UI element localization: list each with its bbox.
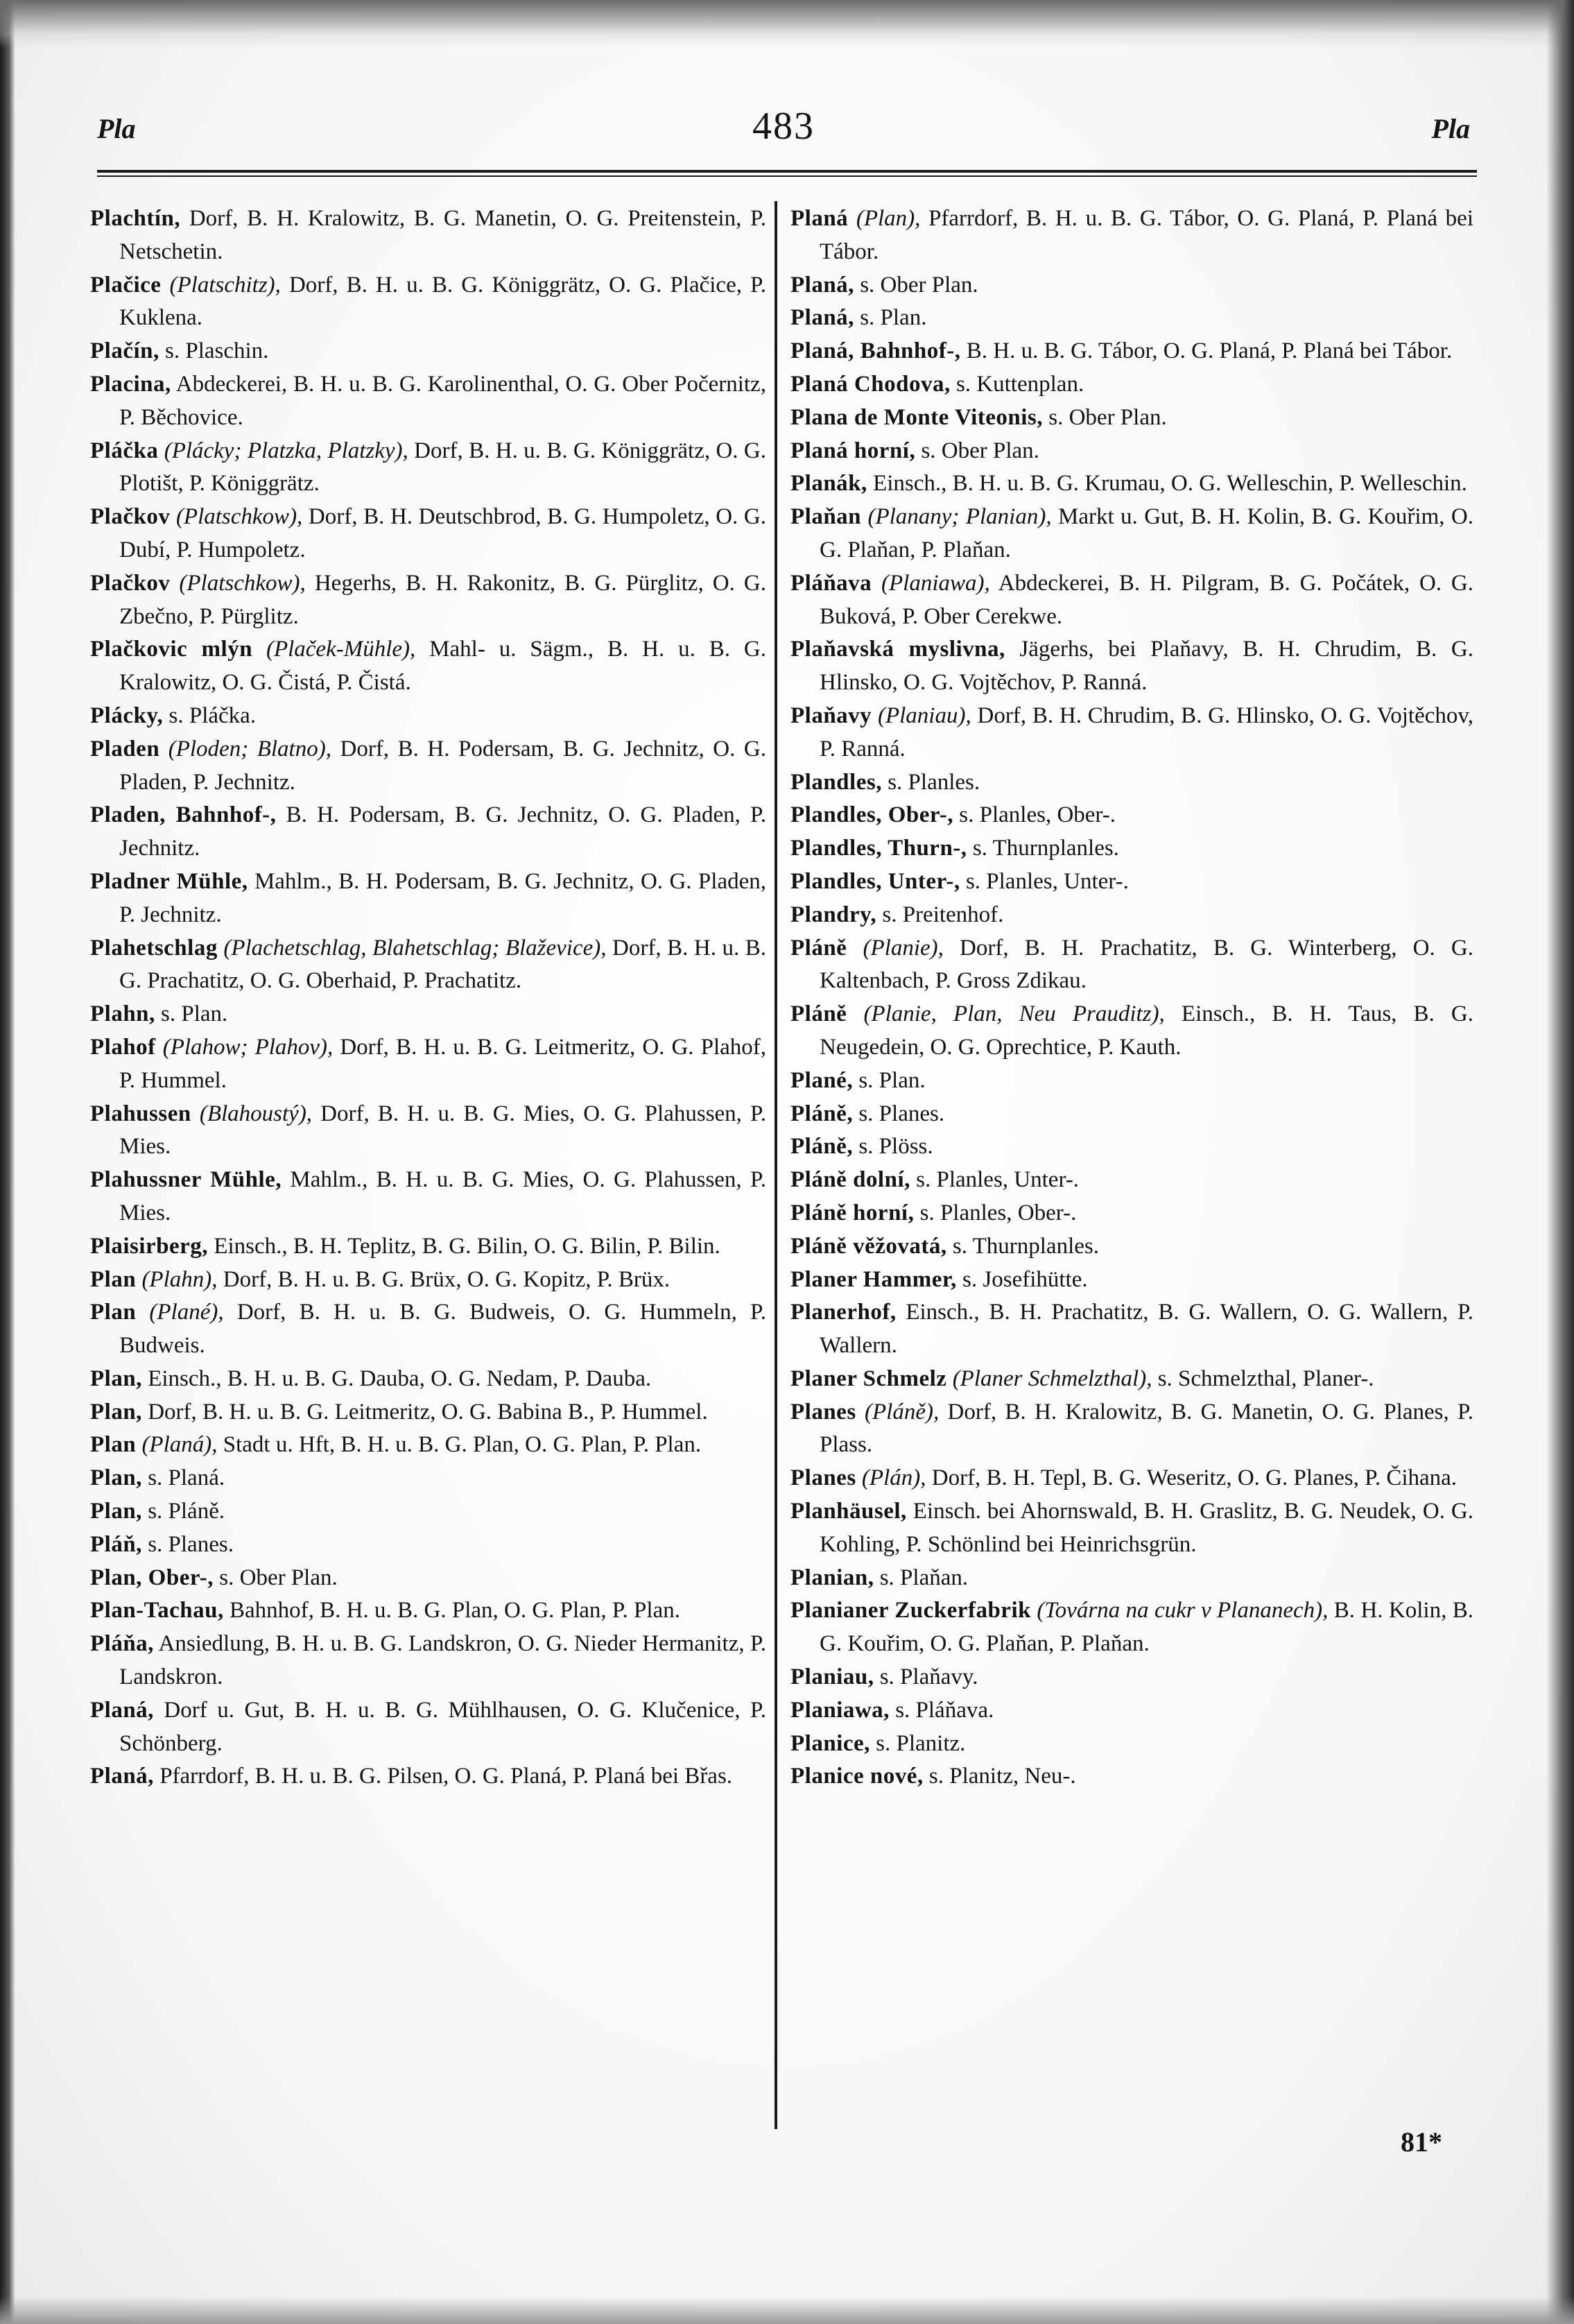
- gazetteer-entry: [90, 1230, 766, 1264]
- entry-headword: Plan,: [90, 1499, 142, 1524]
- entry-description: s. Planles, Unter-.: [910, 1167, 1080, 1193]
- gazetteer-entry: [90, 1031, 766, 1098]
- gazetteer-entry: [790, 1562, 1473, 1595]
- entry-description: s. Planitz.: [870, 1730, 966, 1756]
- entry-headword: Plahetschlag: [90, 935, 218, 961]
- gazetteer-entry: [90, 1562, 766, 1595]
- entry-description: s. Ober Plan.: [915, 438, 1039, 463]
- gazetteer-entry: [790, 1264, 1473, 1297]
- gazetteer-entry: [790, 402, 1473, 435]
- entry-headword: Planianer Zuckerfabrik: [790, 1598, 1031, 1624]
- entry-description: Abdeckerei, B. H. u. B. G. Karolinenthal, O. G. Ober Počernitz, P. Běchovice.: [119, 371, 766, 430]
- entry-headword: Planá,: [790, 272, 854, 298]
- gazetteer-entry: [790, 302, 1473, 335]
- gazetteer-entry: [90, 1429, 766, 1462]
- gazetteer-entry: [790, 368, 1473, 402]
- entry-description: Einsch., B. H. Prachatitz, B. G. Wallern, O. G. Wallern, P. Wallern.: [820, 1300, 1473, 1359]
- entry-description: s. Thurnplanles.: [967, 836, 1119, 861]
- entry-headword: Plahussner Mühle,: [90, 1167, 282, 1193]
- entry-headword: Plan: [90, 1266, 137, 1292]
- gazetteer-entry: [790, 269, 1473, 302]
- entry-description: Einsch., B. H. Teplitz, B. G. Bilin, O. G. Bilin, P. Bilin.: [208, 1233, 720, 1259]
- gazetteer-entry: [790, 435, 1473, 468]
- entry-variant-names: (Plahow; Plahov),: [155, 1034, 334, 1060]
- left-column: [90, 203, 766, 1793]
- header-rule: [97, 170, 1477, 173]
- gazetteer-entry: [90, 1529, 766, 1562]
- entry-headword: Plaňavy: [790, 703, 872, 728]
- entry-description: Hegerhs, B. H. Rakonitz, B. G. Pürglitz, O. G. Zbečno, P. Pürglitz.: [119, 570, 766, 629]
- gazetteer-entry: [90, 501, 766, 567]
- entry-headword: Planiawa,: [790, 1697, 890, 1723]
- entry-headword: Planhäusel,: [790, 1499, 907, 1524]
- entry-description: Pfarrdorf, B. H. u. B. G. Tábor, O. G. Planá, P. Planá bei Tábor.: [820, 206, 1473, 264]
- entry-headword: Pladen: [90, 736, 160, 761]
- entry-headword: Plan: [90, 1300, 137, 1325]
- entry-variant-names: (Plaček-Mühle),: [252, 637, 416, 662]
- entry-variant-names: (Plan),: [848, 206, 921, 231]
- entry-headword: Pláňava: [790, 570, 872, 596]
- entry-headword: Plan,: [90, 1366, 142, 1391]
- entry-description: Dorf, B. H. Kralowitz, B. G. Manetin, O. G. Planes, P. Plass.: [820, 1399, 1473, 1458]
- gazetteer-entry: [90, 1396, 766, 1429]
- entry-description: s. Plan.: [155, 1001, 228, 1027]
- entry-description: s. Planes.: [141, 1531, 234, 1557]
- entry-headword: Plan: [90, 1432, 137, 1458]
- entry-description: Dorf, B. H. Kralowitz, B. G. Manetin, O. G. Preitenstein, P. Netschetin.: [119, 206, 766, 264]
- entry-description: s. Plaschin.: [159, 338, 269, 364]
- entry-description: Dorf, B. H. u. B. G. Brüx, O. G. Kopitz, P. Brüx.: [217, 1266, 671, 1292]
- entry-description: Einsch., B. H. Taus, B. G. Neugedein, O. G. Oprechtice, P. Kauth.: [820, 1001, 1473, 1060]
- gazetteer-entry: [790, 799, 1473, 832]
- entry-headword: Plan, Ober-,: [90, 1565, 214, 1590]
- gazetteer-entry: [90, 567, 766, 634]
- gazetteer-entry: [90, 269, 766, 336]
- gazetteer-entry: [790, 1296, 1473, 1363]
- header-rule-thin: [97, 175, 1477, 177]
- gazetteer-entry: [90, 700, 766, 733]
- entry-headword: Plachtín,: [90, 206, 181, 231]
- entry-description: s. Ober Plan.: [214, 1565, 338, 1590]
- entry-headword: Planice,: [790, 1730, 870, 1756]
- entry-headword: Planá,: [90, 1764, 154, 1789]
- entry-headword: Planá,: [790, 305, 854, 331]
- entry-headword: Pláňa,: [90, 1631, 154, 1657]
- gazetteer-entry: [90, 1164, 766, 1230]
- gazetteer-entry: [790, 203, 1473, 269]
- gazetteer-entry: [790, 1694, 1473, 1728]
- entry-variant-names: (Plán),: [856, 1465, 926, 1491]
- entry-variant-names: (Platschkow),: [170, 570, 306, 596]
- entry-description: Dorf, B. H. Tepl, B. G. Weseritz, O. G. Planes, P. Čihana.: [926, 1465, 1458, 1491]
- entry-description: B. H. Podersam, B. G. Jechnitz, O. G. Pladen, P. Jechnitz.: [119, 802, 766, 861]
- entry-description: Bahnhof, B. H. u. B. G. Plan, O. G. Plan, P. Plan.: [223, 1598, 680, 1624]
- entry-description: Ansiedlung, B. H. u. B. G. Landskron, O. G. Nieder Hermanitz, P. Landskron.: [119, 1631, 766, 1690]
- gazetteer-entry: [790, 1594, 1473, 1661]
- gazetteer-entry: [790, 1760, 1473, 1793]
- entry-variant-names: (Blahoustý),: [191, 1101, 313, 1126]
- entry-description: s. Thurnplanles.: [946, 1233, 1099, 1259]
- entry-headword: Planerhof,: [790, 1300, 897, 1325]
- entry-headword: Pláně: [790, 935, 847, 961]
- entry-description: B. H. u. B. G. Tábor, O. G. Planá, P. Planá bei Tábor.: [960, 338, 1453, 364]
- entry-description: Dorf, B. H. u. B. G. Leitmeritz, O. G. Babina B., P. Hummel.: [141, 1399, 708, 1424]
- entry-description: s. Planá.: [141, 1465, 225, 1491]
- entry-headword: Planák,: [790, 471, 867, 497]
- gazetteer-entry: [790, 832, 1473, 866]
- entry-description: s. Planles, Unter-.: [960, 868, 1129, 894]
- entry-headword: Planá,: [90, 1697, 154, 1723]
- entry-headword: Plačkov: [90, 504, 171, 530]
- gazetteer-entry: [790, 998, 1473, 1065]
- entry-variant-names: (Plané),: [136, 1300, 224, 1325]
- gazetteer-entry: [790, 633, 1473, 700]
- gazetteer-entry: [90, 1296, 766, 1363]
- entry-description: Einsch., B. H. u. B. G. Dauba, O. G. Nedam, P. Dauba.: [141, 1366, 652, 1391]
- entry-headword: Pláň,: [90, 1531, 142, 1557]
- entry-headword: Pláně horní,: [790, 1200, 915, 1225]
- entry-description: Mahlm., B. H. u. B. G. Mies, O. G. Plahussen, P. Mies.: [119, 1167, 766, 1225]
- entry-variant-names: (Planiawa),: [872, 570, 990, 596]
- entry-headword: Pláně dolní,: [790, 1167, 910, 1193]
- gazetteer-entry: [790, 501, 1473, 567]
- gazetteer-entry: [790, 567, 1473, 634]
- entry-headword: Planá horní,: [790, 438, 916, 463]
- entry-description: Markt u. Gut, B. H. Kolin, B. G. Kouřim, O. G. Plaňan, P. Plaňan.: [820, 504, 1473, 562]
- entry-headword: Planer Schmelz: [790, 1366, 947, 1391]
- entry-variant-names: (Planá),: [136, 1432, 218, 1458]
- page-edge-shadow-right: [1546, 0, 1574, 2324]
- entry-headword: Planá Chodova,: [790, 371, 951, 397]
- entry-description: s. Plöss.: [853, 1134, 933, 1160]
- entry-description: Dorf, B. H. u. B. G. Königgrätz, O. G. Plotišt, P. Königgrätz.: [119, 438, 766, 497]
- gazetteer-entry: [90, 203, 766, 269]
- entry-description: Abdeckerei, B. H. Pilgram, B. G. Počátek, O. G. Buková, P. Ober Cerekwe.: [820, 570, 1474, 629]
- gazetteer-entry: [90, 998, 766, 1031]
- entry-description: s. Plaňan.: [874, 1565, 969, 1590]
- gazetteer-entry: [790, 1363, 1473, 1396]
- entry-description: Dorf, B. H. Deutschbrod, B. G. Humpoletz, O. G. Dubí, P. Humpoletz.: [119, 504, 766, 562]
- entry-description: s. Josefihütte.: [956, 1266, 1088, 1292]
- entry-description: s. Kuttenplan.: [950, 371, 1084, 397]
- entry-headword: Plačkovic mlýn: [90, 637, 253, 662]
- entry-variant-names: (Planie, Plan, Neu Prauditz),: [847, 1001, 1165, 1027]
- entry-headword: Planes: [790, 1465, 856, 1491]
- entry-variant-names: (Plácky; Platzka, Platzky),: [158, 438, 408, 463]
- gazetteer-entry: [90, 866, 766, 932]
- entry-headword: Planian,: [790, 1565, 874, 1590]
- gazetteer-entry: [790, 932, 1473, 999]
- entry-description: Dorf u. Gut, B. H. u. B. G. Mühlhausen, O. G. Klučenice, P. Schönberg.: [119, 1697, 766, 1756]
- entry-description: Dorf, B. H. Podersam, B. G. Jechnitz, O. G. Pladen, P. Jechnitz.: [119, 736, 766, 795]
- gazetteer-entry: [790, 1728, 1473, 1761]
- running-header: [90, 104, 1477, 160]
- gazetteer-entry: [790, 700, 1473, 766]
- page-edge-shadow-top: [0, 0, 1574, 49]
- gazetteer-entry: [790, 335, 1473, 368]
- entry-headword: Planes: [790, 1399, 856, 1424]
- gazetteer-entry: [790, 467, 1473, 501]
- entry-description: s. Preitenhof.: [876, 902, 1004, 927]
- entry-headword: Plaisirberg,: [90, 1233, 209, 1259]
- page-edge-shadow-bottom: [0, 2296, 1574, 2324]
- gazetteer-entry: [90, 633, 766, 700]
- entry-variant-names: (Planie),: [847, 935, 944, 961]
- gazetteer-entry: [90, 1694, 766, 1761]
- entry-description: s. Planles, Ober-.: [914, 1200, 1077, 1225]
- entry-description: s. Plan.: [854, 305, 927, 331]
- gazetteer-entry: [790, 1197, 1473, 1230]
- entry-description: s. Plan.: [853, 1067, 926, 1093]
- entry-description: Dorf, B. H. u. B. G. Mies, O. G. Plahussen, P. Mies.: [119, 1101, 766, 1160]
- entry-variant-names: (Pláně),: [856, 1399, 940, 1424]
- gazetteer-entry: [790, 899, 1473, 932]
- gazetteer-entry: [90, 1628, 766, 1694]
- entry-description: Dorf, B. H. u. B. G. Prachatitz, O. G. Oberhaid, P. Prachatitz.: [119, 935, 766, 994]
- entry-headword: Plahn,: [90, 1001, 155, 1027]
- gazetteer-entry: [790, 766, 1473, 800]
- entry-headword: Plan,: [90, 1399, 142, 1424]
- gazetteer-entry: [790, 1098, 1473, 1131]
- gazetteer-entry: [790, 1661, 1473, 1694]
- entry-description: Einsch. bei Ahornswald, B. H. Graslitz, B. G. Neudek, O. G. Kohling, P. Schönlind bei Heinrichsgrün.: [820, 1499, 1473, 1557]
- entry-headword: Plaňan: [790, 504, 862, 530]
- entry-variant-names: (Platschitz),: [161, 272, 281, 298]
- entry-headword: Pladen, Bahnhof-,: [90, 802, 277, 828]
- entry-description: Dorf, B. H. u. B. G. Leitmeritz, O. G. Plahof, P. Hummel.: [119, 1034, 766, 1093]
- entry-headword: Pláně: [790, 1001, 847, 1027]
- entry-headword: Planá: [790, 206, 849, 231]
- entry-variant-names: (Planer Schmelzthal),: [946, 1366, 1152, 1391]
- entry-variant-names: (Ploden; Blatno),: [159, 736, 331, 761]
- entry-description: s. Pláně.: [141, 1499, 225, 1524]
- gazetteer-entry: [790, 1130, 1473, 1164]
- signature-mark: 81*: [1401, 2126, 1442, 2158]
- gazetteer-entry: [90, 435, 766, 501]
- gazetteer-entry: [90, 335, 766, 368]
- entry-description: Einsch., B. H. u. B. G. Krumau, O. G. Welleschin, P. Welleschin.: [867, 471, 1467, 497]
- gazetteer-entry: [90, 932, 766, 999]
- entry-headword: Plandles, Ober-,: [790, 802, 954, 828]
- gazetteer-entry: [790, 1462, 1473, 1495]
- entry-headword: Planice nové,: [790, 1764, 924, 1789]
- entry-variant-names: (Planany; Planian),: [861, 504, 1052, 530]
- gazetteer-entry: [90, 1363, 766, 1396]
- header-right-catchword: Pla: [1431, 113, 1470, 144]
- entry-description: Dorf, B. H. u. B. G. Königgrätz, O. G. Plačice, P. Kuklena.: [119, 272, 766, 331]
- entry-variant-names: (Továrna na cukr v Plananech),: [1030, 1598, 1329, 1624]
- gazetteer-entry: [790, 1065, 1473, 1098]
- gazetteer-entry: [790, 1164, 1473, 1197]
- entry-description: Pfarrdorf, B. H. u. B. G. Pilsen, O. G. Planá, P. Planá bei Břas.: [153, 1764, 733, 1789]
- gazetteer-entry: [90, 799, 766, 866]
- entry-description: Dorf, B. H. Chrudim, B. G. Hlinsko, O. G. Vojtěchov, P. Ranná.: [820, 703, 1473, 761]
- entry-headword: Plácky,: [90, 703, 164, 728]
- gazetteer-entry: [790, 1396, 1473, 1463]
- entry-description: s. Schmelzthal, Planer-.: [1152, 1366, 1374, 1391]
- entry-variant-names: (Platschkow),: [170, 504, 303, 530]
- entry-headword: Plandles,: [790, 769, 882, 795]
- entry-description: s. Planles, Ober-.: [953, 802, 1116, 828]
- entry-headword: Planá, Bahnhof-,: [790, 338, 961, 364]
- gazetteer-entry: [790, 1230, 1473, 1264]
- page-number: 483: [752, 105, 815, 148]
- entry-headword: Plandles, Thurn-,: [790, 836, 967, 861]
- entry-description: Mahlm., B. H. Podersam, B. G. Jechnitz, O. G. Pladen, P. Jechnitz.: [119, 868, 766, 927]
- gazetteer-entry: [90, 1098, 766, 1164]
- gazetteer-entry: [90, 1462, 766, 1495]
- entry-variant-names: (Plachetschlag, Blahetschlag; Blaževice),: [217, 935, 607, 961]
- entry-headword: Pláčka: [90, 438, 159, 463]
- entry-headword: Plahof: [90, 1034, 156, 1060]
- entry-headword: Plandry,: [790, 902, 877, 927]
- entry-headword: Placina,: [90, 371, 171, 397]
- entry-variant-names: (Plahn),: [136, 1266, 218, 1292]
- gazetteer-entry: [90, 1264, 766, 1297]
- entry-headword: Plana de Monte Viteonis,: [790, 404, 1043, 430]
- entry-headword: Pláně věžovatá,: [790, 1233, 947, 1259]
- entry-headword: Planer Hammer,: [790, 1266, 957, 1292]
- entry-headword: Pladner Mühle,: [90, 868, 248, 894]
- entry-description: s. Planes.: [853, 1101, 945, 1126]
- entry-description: Jägerhs, bei Plaňavy, B. H. Chrudim, B. G. Hlinsko, O. G. Vojtěchov, P. Ranná.: [820, 637, 1473, 696]
- entry-headword: Plan,: [90, 1465, 142, 1491]
- entry-description: s. Plaňavy.: [874, 1664, 978, 1690]
- entry-headword: Pláně,: [790, 1101, 854, 1126]
- entry-description: B. H. Kolin, B. G. Kouřim, O. G. Plaňan, P. Plaňan.: [820, 1598, 1473, 1657]
- page-edge-shadow-left: [0, 0, 15, 2324]
- entry-headword: Plačín,: [90, 338, 159, 364]
- entry-description: s. Ober Plan.: [854, 272, 978, 298]
- right-column: [790, 203, 1473, 1793]
- gazetteer-entry: [790, 866, 1473, 899]
- gazetteer-entry: [90, 1594, 766, 1628]
- entry-headword: Pláně,: [790, 1134, 854, 1160]
- entry-headword: Plandles, Unter-,: [790, 868, 960, 894]
- entry-description: Stadt u. Hft, B. H. u. B. G. Plan, O. G. Plan, P. Plan.: [217, 1432, 702, 1458]
- entry-description: Mahl- u. Sägm., B. H. u. B. G. Kralowitz, O. G. Čistá, P. Čistá.: [119, 637, 767, 696]
- column-divider: [775, 201, 777, 2129]
- entry-headword: Plané,: [790, 1067, 854, 1093]
- entry-description: s. Planitz, Neu-.: [923, 1764, 1076, 1789]
- entry-headword: Planiau,: [790, 1664, 874, 1690]
- entry-description: s. Planles.: [881, 769, 980, 795]
- entry-description: s. Pláňava.: [889, 1697, 994, 1723]
- entry-headword: Plačice: [90, 272, 162, 298]
- gazetteer-entry: [790, 1495, 1473, 1562]
- entry-description: Dorf, B. H. Prachatitz, B. G. Winterberg, O. G. Kaltenbach, P. Gross Zdikau.: [820, 935, 1473, 994]
- entry-variant-names: (Planiau),: [872, 703, 971, 728]
- entry-description: s. Pláčka.: [163, 703, 257, 728]
- entry-headword: Plan-Tachau,: [90, 1598, 224, 1624]
- header-left-catchword: Pla: [97, 113, 136, 144]
- entry-headword: Plačkov: [90, 570, 171, 596]
- gazetteer-entry: [90, 1495, 766, 1529]
- entry-description: Dorf, B. H. u. B. G. Budweis, O. G. Hummeln, P. Budweis.: [119, 1300, 767, 1359]
- entry-description: s. Ober Plan.: [1043, 404, 1167, 430]
- gazetteer-entry: [90, 733, 766, 800]
- gazetteer-entry: [90, 1760, 766, 1793]
- entry-headword: Plahussen: [90, 1101, 191, 1126]
- gazetteer-entry: [90, 368, 766, 435]
- entry-headword: Plaňavská myslivna,: [790, 637, 1005, 662]
